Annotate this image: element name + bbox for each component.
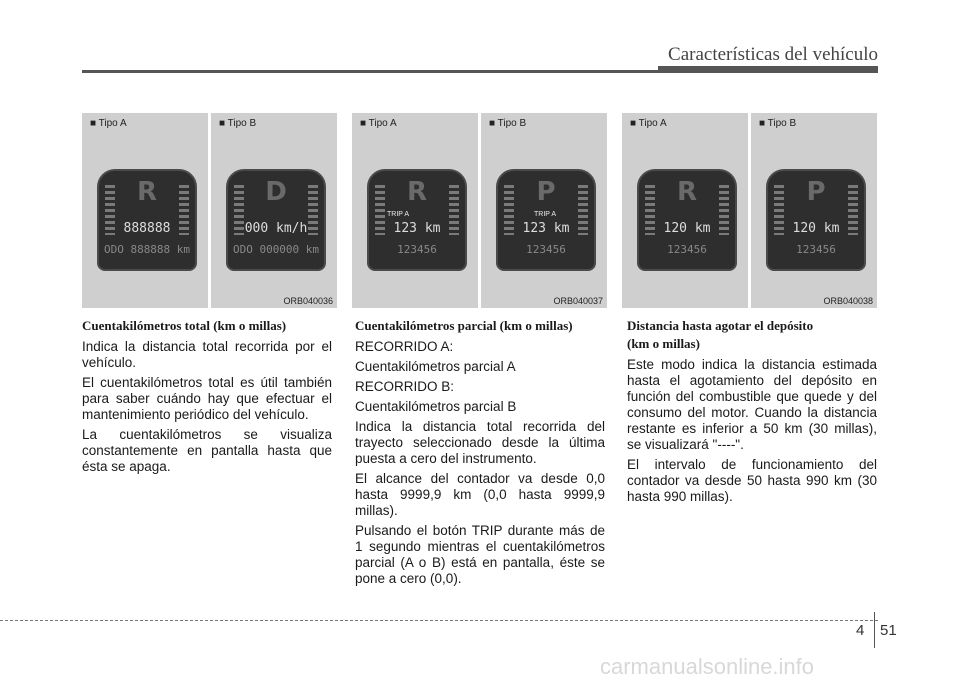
- page-number-separator: [874, 612, 875, 648]
- trip-tag: TRIP A: [387, 211, 410, 218]
- cluster-display: [637, 169, 737, 271]
- page-number: 51: [880, 622, 897, 639]
- watermark: carmanualsonline.info: [600, 654, 815, 679]
- tipo-b-label: ■ Tipo B: [489, 118, 527, 129]
- display-row-1: 120 km: [663, 221, 711, 236]
- display-row-2: ODO 888888 km: [103, 243, 191, 256]
- figure-type-a: [352, 113, 478, 308]
- paragraph: El cuentakilómetros total es útil también para saber cuándo hay que efectuar el mantenimiento periódico del vehículo.: [82, 375, 332, 422]
- cluster-display: [496, 169, 596, 271]
- column-odometer: [82, 318, 332, 479]
- paragraph: El intervalo de funcionamiento del contador va desde 50 hasta 990 km (30 hasta 990 millas).: [627, 457, 877, 504]
- figure-type-a: [622, 113, 748, 308]
- cluster-display: [766, 169, 866, 271]
- section-subheading: (km o millas): [627, 336, 700, 351]
- tipo-b-label: ■ Tipo B: [219, 118, 257, 129]
- cluster-display: [97, 169, 197, 271]
- tipo-a-label: ■ Tipo A: [630, 118, 667, 129]
- figure-code: ORB040037: [553, 296, 603, 306]
- figure-range: [622, 113, 877, 308]
- figure-code: ORB040036: [283, 296, 333, 306]
- display-row-1: 123 km: [522, 221, 570, 236]
- cluster-display: [367, 169, 467, 271]
- paragraph: Pulsando el botón TRIP durante más de 1 segundo mientras el cuentakilómetros parcial (A o B) está en pantalla, éste se pone a cero (0,0).: [355, 523, 605, 586]
- header-rule-accent: [658, 66, 878, 73]
- tipo-a-label: ■ Tipo A: [360, 118, 397, 129]
- figure-type-b: [751, 113, 877, 308]
- column-tripmeter: [355, 318, 605, 591]
- cluster-display: [226, 169, 326, 271]
- section-heading: Cuentakilómetros parcial (km o millas): [355, 318, 573, 333]
- figure-type-a: [82, 113, 208, 308]
- display-row-2: 123456: [796, 243, 836, 256]
- paragraph: Este modo indica la distancia estimada hasta el agotamiento del depósito en función del combustible que quede y del consumo del motor. Cuando la distancia restante es inferior a 50 km (30 millas), se visualizará "----".: [627, 357, 877, 452]
- gear-indicator: P: [536, 177, 556, 207]
- figure-odometer: [82, 113, 337, 308]
- figure-type-b: [211, 113, 337, 308]
- header-title: Características del vehículo: [668, 44, 878, 65]
- display-row-1: 000 km/h: [244, 221, 308, 236]
- paragraph: Cuentakilómetros parcial B: [355, 399, 517, 414]
- paragraph: Cuentakilómetros parcial A: [355, 359, 516, 374]
- display-row-1: 120 km: [792, 221, 840, 236]
- display-row-2: 123456: [397, 243, 437, 256]
- display-row-2: 123456: [667, 243, 707, 256]
- paragraph: RECORRIDO A:: [355, 339, 454, 354]
- display-row-1: 888888: [123, 221, 171, 236]
- gear-indicator: R: [136, 177, 158, 207]
- figure-code: ORB040038: [823, 296, 873, 306]
- figure-tripmeter: [352, 113, 607, 308]
- figure-type-b: [481, 113, 607, 308]
- gear-indicator: P: [806, 177, 826, 207]
- chapter-number: 4: [856, 622, 865, 639]
- paragraph: Indica la distancia total recorrida por el vehículo.: [82, 339, 332, 370]
- section-heading: Cuentakilómetros total (km o millas): [82, 318, 287, 333]
- paragraph: RECORRIDO B:: [355, 379, 455, 394]
- tipo-a-label: ■ Tipo A: [90, 118, 127, 129]
- tipo-b-label: ■ Tipo B: [759, 118, 797, 129]
- paragraph: La cuentakilómetros se visualiza constantemente en pantalla hasta que ésta se apaga.: [82, 427, 332, 474]
- trip-tag: TRIP A: [534, 211, 557, 218]
- display-row-1: 123 km: [393, 221, 441, 236]
- section-heading: Distancia hasta agotar el depósito: [627, 318, 814, 333]
- paragraph: El alcance del contador va desde 0,0 hasta 9999,9 km (0,0 hasta 9999,9 millas).: [355, 471, 605, 518]
- gear-indicator: R: [676, 177, 698, 207]
- gear-indicator: D: [265, 177, 287, 207]
- footer-rule: [0, 620, 878, 621]
- display-row-2: 123456: [526, 243, 566, 256]
- display-row-2: ODO 000000 km: [232, 243, 320, 256]
- gear-indicator: R: [406, 177, 428, 207]
- paragraph: Indica la distancia total recorrida del trayecto seleccionado desde la última puesta a cero del instrumento.: [355, 419, 605, 466]
- column-range: [627, 318, 877, 509]
